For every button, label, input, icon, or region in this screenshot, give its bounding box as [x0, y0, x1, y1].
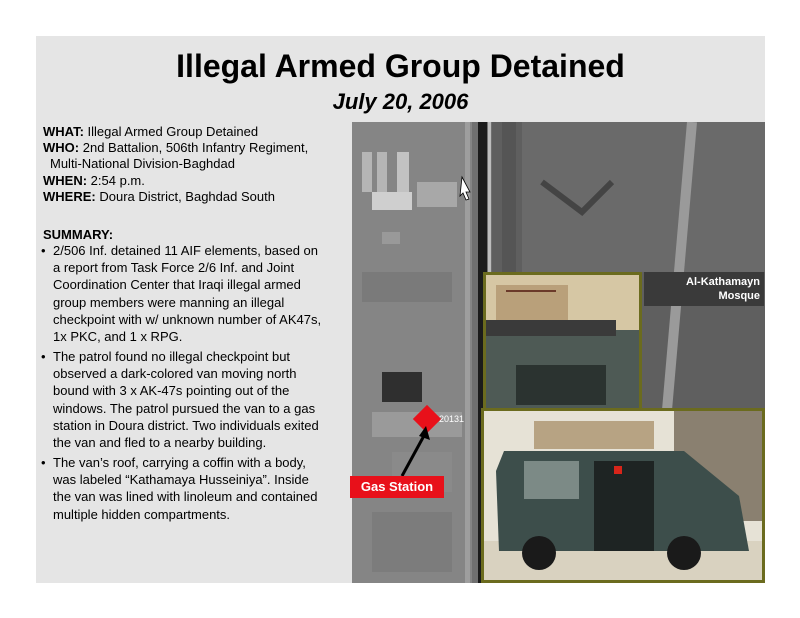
- what-label: WHAT:: [43, 124, 84, 139]
- bullet-icon: •: [41, 455, 46, 470]
- bullet-2-line: station in Doura district. Two individuals exited: [53, 417, 319, 433]
- summary-bullet-2: [41, 348, 347, 451]
- bullet-icon: •: [41, 349, 46, 364]
- bullet-1-line: 2/506 Inf. detained 11 AIF elements, based on: [53, 243, 319, 258]
- summary-bullet-1: [41, 242, 347, 345]
- mosque-label-line2: Mosque: [718, 290, 760, 302]
- who-line: [43, 140, 308, 156]
- bullet-1-line: a report from Task Force 2/6 Inf. and Joint: [53, 260, 295, 276]
- bullet-2-line: The patrol found no illegal checkpoint but: [53, 349, 291, 364]
- who-value: 2nd Battalion, 506th Infantry Regiment,: [82, 140, 309, 155]
- who-value-line2: Multi-National Division-Baghdad: [50, 156, 235, 171]
- summary-heading: SUMMARY:: [43, 227, 114, 242]
- van-side-photo: [481, 408, 765, 583]
- bullet-icon: •: [41, 243, 46, 258]
- summary-bullet-3: [41, 454, 347, 523]
- van-side-image: [484, 411, 762, 580]
- van-roof-photo: [483, 272, 642, 414]
- text-panel: [36, 122, 352, 583]
- title-bar: [36, 36, 765, 120]
- map-number: 20131: [439, 414, 465, 424]
- bullet-1-line: Coordination Center that Iraqi illegal armed: [53, 277, 301, 293]
- arrow-icon: [396, 424, 436, 480]
- bullet-2-line: observed a dark-colored van moving north: [53, 366, 297, 382]
- mosque-label: [644, 272, 764, 306]
- what-line: [43, 124, 258, 140]
- bullet-1-line: 1x PKC, and 1 x RPG.: [53, 329, 183, 345]
- bullet-1-line: checkpoint with w/ unknown number of AK47s,: [53, 311, 322, 327]
- bullet-2-line: windows. The patrol pursued the van to a gas: [53, 400, 316, 416]
- bullet-1-line: group members were manning an illegal: [53, 294, 285, 310]
- bullet-3-line: The van’s roof, carrying a coffin with a body,: [53, 455, 306, 470]
- mosque-label-line1: Al-Kathamayn: [686, 276, 760, 288]
- van-roof-image: [486, 275, 639, 411]
- slide-date: July 20, 2006: [332, 89, 469, 114]
- where-value: Doura District, Baghdad South: [99, 189, 275, 204]
- when-line: [43, 173, 145, 189]
- slide: [36, 36, 765, 583]
- when-label: WHEN:: [43, 173, 88, 188]
- bullet-3-line: the van was lined with linoleum and contained: [53, 489, 318, 505]
- where-line: [43, 189, 275, 205]
- slide-title: Illegal Armed Group Detained: [176, 48, 625, 84]
- bullet-2-line: the van and fled to a nearby building.: [53, 435, 267, 451]
- when-value: 2:54 p.m.: [90, 173, 145, 188]
- who-label: WHO:: [43, 140, 80, 155]
- what-value: Illegal Armed Group Detained: [87, 124, 259, 139]
- bullet-2-line: bound with 3 x AK-47s pointing out of the: [53, 383, 290, 399]
- bullet-3-line: multiple hidden compartments.: [53, 506, 231, 522]
- where-label: WHERE:: [43, 189, 96, 204]
- gas-station-label: Gas Station: [350, 476, 444, 498]
- bullet-3-line: was labeled “Kathamaya Husseiniya”. Inside: [53, 472, 309, 488]
